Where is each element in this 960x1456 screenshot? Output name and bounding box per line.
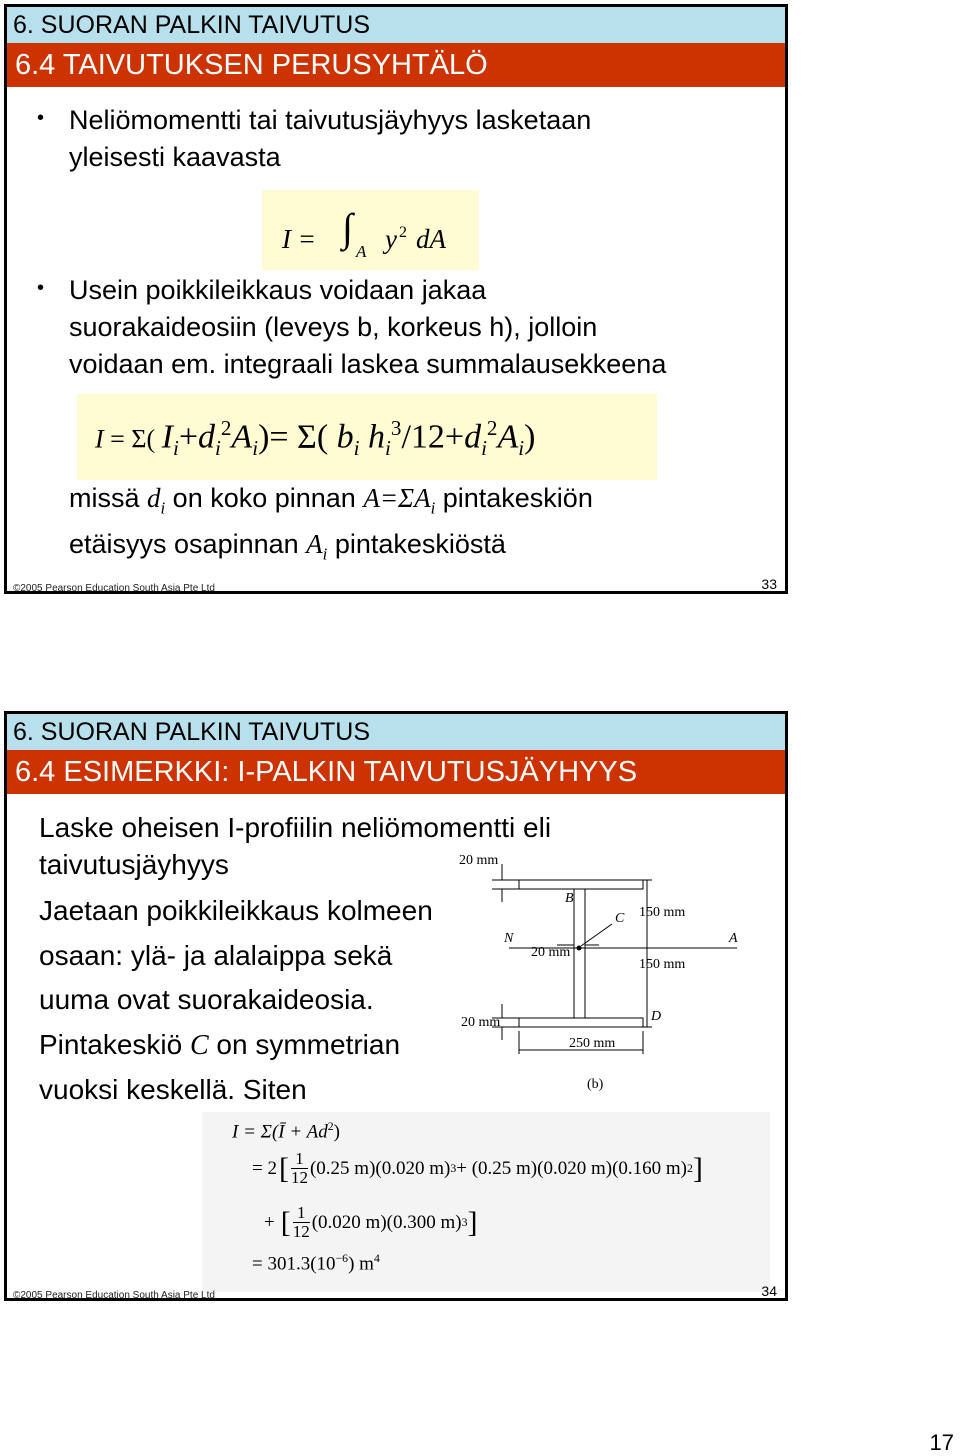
slide-33 bbox=[4, 4, 788, 594]
label-b: B bbox=[565, 891, 574, 906]
slide-number: 33 bbox=[761, 576, 777, 592]
dim-150-lower: 150 mm bbox=[639, 957, 686, 972]
calc-line-1: I = Σ(Ī + $Ad^2$) bbox=[232, 1120, 340, 1143]
calc-line-3: + [ 1 12 (0.020 m)(0.300 m) 3 ] bbox=[264, 1203, 478, 1241]
bullet-marker: • bbox=[37, 277, 45, 299]
example-text: Laske oheisen I-profiilin neliömomentti eli taivutusjäyhyys bbox=[39, 812, 552, 880]
label-a: A bbox=[729, 931, 738, 946]
bullet-1-text: Neliömomentti tai taivutusjäyhyys lasketaan yleisesti kaavasta bbox=[69, 105, 592, 172]
bullet-2-text: Usein poikkileikkaus voidaan jakaa suorakaideosiin (leveys b, korkeus h), jolloin voidaan em. integraali laskea summalausekkeena bbox=[69, 275, 667, 379]
dim-web: 20 mm bbox=[531, 945, 571, 960]
calc-result: = $301.3(10^{-6})$ $m^4$ bbox=[252, 1252, 380, 1275]
calculation-box bbox=[202, 1112, 770, 1292]
slide-subtitle: 6.4 ESIMERKKI: I-PALKIN TAIVUTUSJÄYHYYS bbox=[7, 750, 785, 794]
dim-150-upper: 150 mm bbox=[639, 905, 686, 920]
example-text-2: Jaetaan poikkileikkaus kolmeen osaan: ylä- ja alalaippa sekä uuma ovat suorakaideosia. Pintakeskiö C on symmetrian vuoksi keskellä. Siten bbox=[39, 895, 433, 1106]
integral-sign: ∫ bbox=[342, 205, 353, 250]
slide-title: 6. SUORAN PALKIN TAIVUTUS bbox=[7, 7, 785, 43]
diagram-caption: (b) bbox=[587, 1077, 604, 1092]
slide-34 bbox=[4, 711, 788, 1301]
copyright-footer: ©2005 Pearson Education South Asia Pte Ltd bbox=[13, 1290, 215, 1301]
definition-text: missä $d_i$ on koko pinnan $A=\Sigma A_i$ pintakeskiön etäisyys osapinnan $A_i$ pintakeskiöstä bbox=[69, 483, 593, 564]
slide-number: 34 bbox=[761, 1283, 777, 1299]
dim-top-flange: 20 mm bbox=[459, 853, 499, 868]
dim-bottom-flange: 20 mm bbox=[461, 1015, 501, 1030]
i-beam-diagram bbox=[447, 844, 777, 1104]
copyright-footer: ©2005 Pearson Education South Asia Pte Ltd bbox=[13, 583, 215, 594]
label-d: D bbox=[651, 1009, 662, 1024]
slide-subtitle: 6.4 TAIVUTUKSEN PERUSYHTÄLÖ bbox=[7, 43, 785, 87]
label-n: N bbox=[504, 931, 514, 946]
label-c: C bbox=[615, 911, 625, 926]
calc-line-2: = 2 [ 1 12 (0.25 m)(0.020 m) 3 + (0.25 m)(0.020 m)(0.160 m) 2 ] bbox=[252, 1149, 703, 1187]
slide-title: 6. SUORAN PALKIN TAIVUTUS bbox=[7, 714, 785, 750]
integral-formula: I = ∫ A y 2 dA bbox=[262, 190, 479, 270]
dim-width: 250 mm bbox=[569, 1036, 616, 1051]
page-number: 17 bbox=[929, 1430, 954, 1455]
bullet-marker: • bbox=[37, 107, 45, 129]
sum-formula: I = Σ( $I_i+d_i^2A_i)= \Sigma$( $b_i$ $h_i^3/12+d_i^2A_i$) bbox=[77, 394, 657, 480]
